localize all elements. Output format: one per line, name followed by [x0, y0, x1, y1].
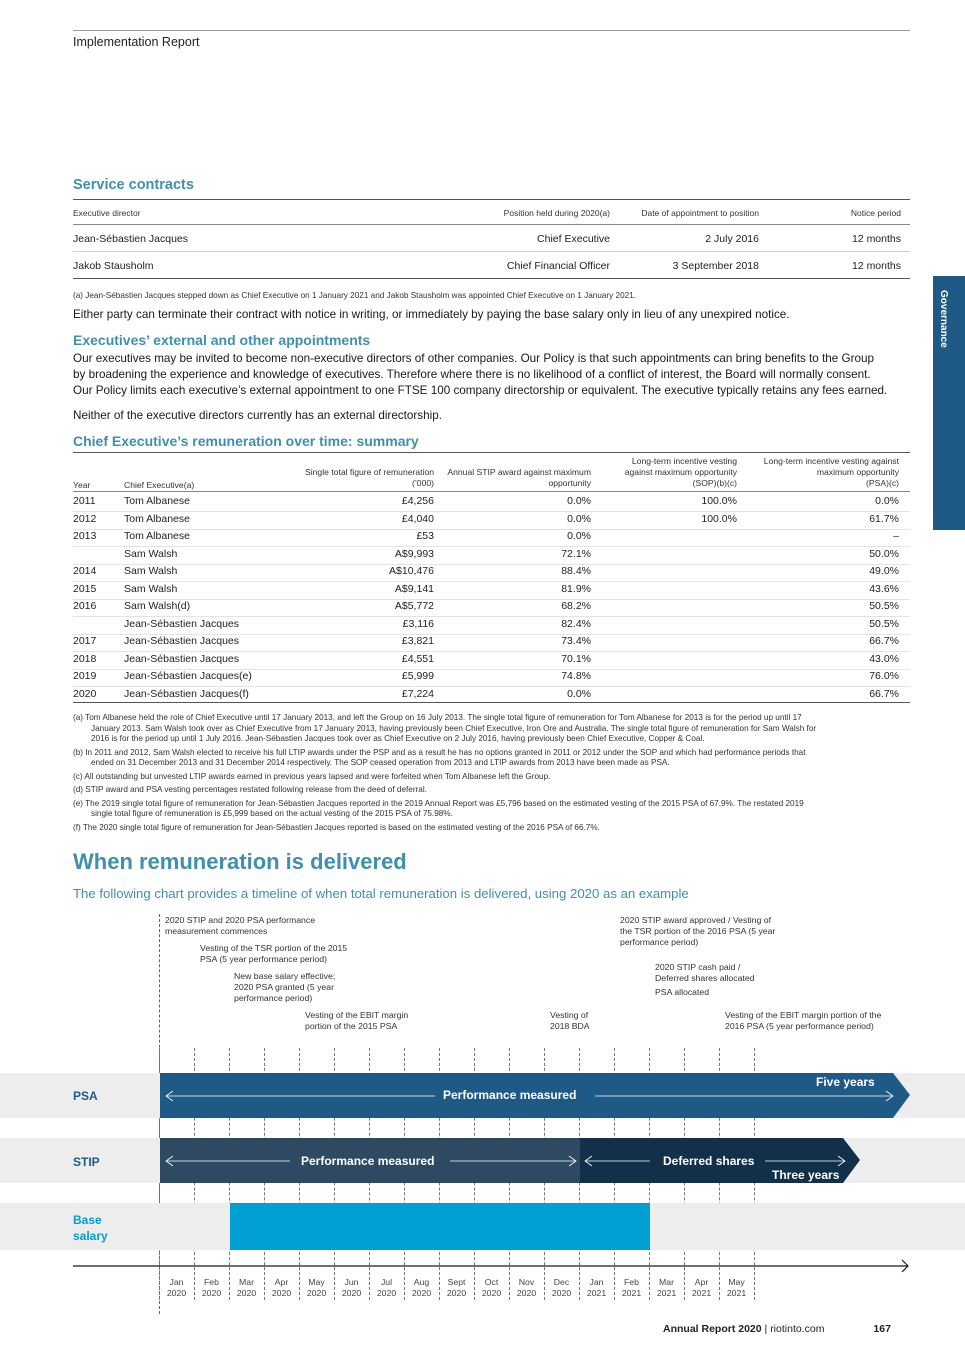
rem-cell-psa: 50.0%: [869, 547, 899, 560]
governance-tab-label: Governance: [938, 290, 949, 348]
service-contracts-title: Service contracts: [73, 177, 194, 193]
psa-bar-label: Performance measured: [443, 1088, 577, 1102]
rem-cell-psa: 43.6%: [869, 582, 899, 595]
rem-cell-stip: 68.2%: [561, 600, 591, 612]
month-year: 2020: [551, 1288, 572, 1298]
col-total-line: (’000): [412, 478, 434, 488]
month-label: [300, 1277, 334, 1299]
base-salary-row-label: [73, 1212, 108, 1244]
table-cell: 3 September 2018: [672, 260, 759, 272]
footnote-a: (a) Jean-Sébastien Jacques stepped down as Chief Executive on 1 January 2021 and Jakob Stausholm was appointed Chief Executive on 1 January 2021.: [73, 291, 637, 300]
rem-row-divider: [73, 686, 910, 687]
footnote-d: (d) STIP award and PSA vesting percentages restated following release from the deed of deferral.: [73, 785, 427, 794]
rem-cell-ce: Tom Albanese: [124, 495, 190, 507]
rem-row-divider: [73, 546, 910, 547]
rem-cell-year: 2014: [73, 565, 97, 577]
month-label: [335, 1277, 369, 1299]
table-cell: 12 months: [851, 260, 901, 272]
external-line-2: by broadening the experience and knowledge of executives. Therefore where there is no likelihood of a conflict of interest, the Board will normally consent.: [73, 368, 871, 381]
rem-cell-total: £3,116: [402, 617, 434, 630]
psa-period-label: Five years: [816, 1075, 875, 1089]
month-label: [230, 1277, 264, 1299]
footnote-e-line: single total figure of remuneration is £5,999 based on the actual vesting of the 2015 PSA of 75.98%.: [91, 809, 453, 818]
footnote-a-line: 2016 is for the period up until 1 July 2016. Jean-Sébastien Jacques took over as Chief Executive on 2 July 2016, having previously been Chief Executive, Copper & Coal.: [91, 734, 705, 743]
month-label: [720, 1277, 754, 1299]
external-line-1: Our executives may be invited to become non-executive directors of other companies. Our Policy is that such appointments can bring benefits to the Group: [73, 352, 875, 365]
col-stip: [447, 467, 591, 489]
rem-cell-sop: 100.0%: [701, 495, 737, 507]
month-year: 2020: [306, 1288, 327, 1298]
col-psa-line: maximum opportunity: [816, 467, 899, 477]
col-sop-line: Long-term incentive vesting: [631, 456, 737, 466]
month-label: [615, 1277, 649, 1299]
rem-cell-stip: 0.0%: [567, 495, 591, 507]
annotation-psa-allocated: PSA allocated: [655, 987, 710, 997]
rem-cell-stip: 88.4%: [561, 565, 591, 577]
table-cell: Jakob Stausholm: [73, 260, 154, 272]
table-cell: Chief Financial Officer: [506, 260, 610, 272]
table-bottom-rule: [73, 278, 910, 279]
annotation-line: Vesting of the EBIT margin portion of the: [725, 1010, 882, 1020]
annotation-stip-psa-commence: [165, 915, 315, 937]
month-name: Mar: [659, 1277, 674, 1287]
table-head-rule: [73, 224, 910, 225]
month-label: [545, 1277, 579, 1299]
month-year: 2021: [586, 1288, 607, 1298]
table-cell: 12 months: [851, 233, 901, 245]
col-sop: [625, 456, 737, 489]
col-stip-line: Annual STIP award against maximum: [447, 467, 591, 477]
page-number: 167: [873, 1323, 891, 1335]
external-paragraph-2: Neither of the executive directors currently has an external directorship.: [73, 409, 442, 422]
annotation-line: PSA (5 year performance period): [200, 954, 327, 964]
stip-period-label: Three years: [772, 1168, 840, 1182]
month-year: 2020: [446, 1288, 467, 1298]
month-label: [440, 1277, 474, 1299]
stip-row-label: STIP: [73, 1155, 100, 1169]
time-axis: [0, 1258, 965, 1274]
rem-cell-ce: Sam Walsh: [124, 582, 178, 595]
rem-cell-ce: Sam Walsh: [124, 565, 178, 577]
footnote-e-line: (e) The 2019 single total figure of remuneration for Jean-Sébastien Jacques reported in the 2019 Annual Report was £5,796 based on the estimated vesting of the 2015 PSA of 67.9%. The restated 2019: [73, 798, 804, 808]
rem-row-divider: [73, 529, 910, 530]
rem-cell-stip: 81.9%: [561, 582, 591, 595]
footnote-b-line: ended on 31 December 2013 and 31 December 2014 respectively. The SOP ceased operation from 2013 and LTIP awards from 2013 have been made as PSA.: [91, 758, 670, 767]
annotation-line: the TSR portion of the 2016 PSA (5 year: [620, 926, 776, 936]
month-label: [160, 1277, 194, 1299]
table-cell: Chief Executive: [537, 233, 610, 245]
rem-cell-stip: 0.0%: [567, 512, 591, 525]
rem-cell-psa: 50.5%: [869, 617, 899, 630]
rem-table-head-rule: [73, 491, 910, 492]
month-year: 2020: [201, 1288, 222, 1298]
rem-cell-total: A$5,772: [394, 600, 434, 612]
rem-cell-ce: Tom Albanese: [124, 530, 190, 542]
footnote-f: (f) The 2020 single total figure of remuneration for Jean-Sébastien Jacques reported is based on the estimated vesting of the 2016 PSA of 66.7%.: [73, 822, 600, 832]
col-position: Position held during 2020(a): [503, 208, 610, 218]
month-label: [510, 1277, 544, 1299]
annotation-line: 2020 STIP and 2020 PSA performance: [165, 915, 316, 925]
psa-row-label: PSA: [73, 1089, 98, 1103]
footnote-c: (c) All outstanding but unvested LTIP awards earned in previous years lapsed and were forfeited when Tom Albanese left the Group.: [73, 771, 551, 781]
month-name: Sept: [447, 1277, 466, 1287]
month-name: Mar: [239, 1277, 254, 1287]
rem-cell-psa: 76.0%: [869, 670, 899, 682]
rem-cell-psa: 66.7%: [869, 635, 899, 647]
month-year: 2020: [166, 1288, 187, 1298]
month-name: Feb: [204, 1277, 219, 1287]
rem-cell-ce: Jean-Sébastien Jacques(e): [124, 670, 252, 682]
col-chief-executive: Chief Executive(a): [124, 480, 195, 490]
month-year: 2020: [271, 1288, 292, 1298]
table-cell: Jean-Sébastien Jacques: [73, 233, 188, 245]
annotation-stip-cash-paid: [655, 962, 754, 984]
rem-cell-stip: 72.1%: [561, 547, 591, 560]
annotation-line: Vesting of the TSR portion of the 2015: [200, 943, 348, 953]
rem-table-bottom-rule: [73, 702, 910, 703]
rem-cell-year: 2016: [73, 600, 97, 612]
rem-cell-total: £4,256: [401, 495, 434, 507]
rem-cell-psa: 0.0%: [875, 495, 899, 507]
base-label-line: salary: [73, 1229, 108, 1243]
rem-cell-stip: 70.1%: [561, 652, 591, 665]
rem-cell-sop: 100.0%: [701, 512, 737, 525]
rem-cell-psa: 66.7%: [869, 687, 899, 700]
annotation-line: Vesting of the EBIT margin: [305, 1010, 409, 1020]
annotation-line: measurement commences: [165, 926, 268, 936]
rem-cell-stip: 73.4%: [561, 635, 591, 647]
annotation-line: performance period): [620, 937, 699, 947]
col-psa-line: (PSA)(c): [866, 478, 899, 488]
month-name: Jan: [169, 1277, 184, 1287]
month-name: Oct: [484, 1277, 499, 1287]
rem-cell-ce: Sam Walsh(d): [124, 600, 191, 612]
rem-cell-stip: 74.8%: [561, 670, 591, 682]
footer-report: Annual Report 2020: [663, 1323, 762, 1335]
month-label: [265, 1277, 299, 1299]
month-label: [370, 1277, 404, 1299]
section-header: Implementation Report: [73, 35, 200, 49]
annotation-line: 2016 PSA (5 year performance period): [725, 1021, 874, 1031]
stip-deferred-label: Deferred shares: [663, 1154, 755, 1168]
month-label: [475, 1277, 509, 1299]
annotation-line: 2020 PSA granted (5 year: [234, 982, 334, 992]
footer: [663, 1323, 891, 1335]
rem-cell-ce: Jean-Sébastien Jacques: [124, 652, 239, 665]
rem-cell-total: £5,999: [401, 670, 434, 682]
rem-cell-total: £7,224: [401, 687, 434, 700]
col-sop-line: against maximum opportunity: [624, 467, 737, 477]
rem-cell-total: A$9,993: [394, 547, 434, 560]
month-year: 2020: [341, 1288, 362, 1298]
month-label: [405, 1277, 439, 1299]
footnote-a-line: January 2013. Sam Walsh took over as Chief Executive from 17 January 2013, having previously been Chief Executive, Iron Ore and Australia. The single total figure of remuneration for Sam Walsh for: [91, 723, 817, 733]
rem-cell-total: £3,821: [401, 635, 434, 647]
table-top-rule: [73, 199, 910, 200]
month-year: 2020: [516, 1288, 537, 1298]
rem-cell-ce: Jean-Sébastien Jacques: [124, 617, 239, 630]
annotation-line: Vesting of: [550, 1010, 589, 1020]
month-year: 2020: [411, 1288, 432, 1298]
rem-cell-total: £53: [416, 530, 434, 542]
annotation-line: New base salary effective;: [234, 971, 336, 981]
rem-cell-total: A$10,476: [389, 565, 434, 577]
month-name: Apr: [274, 1277, 289, 1287]
table-cell: 2 July 2016: [705, 233, 759, 245]
footnote-a-line: (a) Tom Albanese held the role of Chief Executive until 17 January 2013, and left the Group on 16 July 2013. The single total figure of remuneration for Tom Albanese for 2013 is for the period up until 17: [73, 713, 802, 722]
annotation-bda-2018: [550, 1010, 590, 1032]
footer-site[interactable]: riotinto.com: [770, 1323, 825, 1335]
rem-cell-total: A$9,141: [394, 582, 434, 595]
stip-bar-label: Performance measured: [301, 1154, 435, 1168]
col-executive-director: Executive director: [73, 208, 141, 218]
col-psa: [764, 456, 899, 489]
rem-cell-stip: 0.0%: [567, 530, 591, 542]
rem-cell-stip: 82.4%: [561, 617, 591, 630]
month-name: Nov: [518, 1277, 535, 1287]
rem-table-top-rule: [73, 452, 910, 453]
col-sop-line: (SOP)(b)(c): [692, 478, 737, 488]
rem-cell-total: £4,551: [401, 652, 434, 665]
col-date-appointment: Date of appointment to position: [641, 208, 759, 218]
month-year: 2020: [376, 1288, 397, 1298]
annotation-base-salary: [234, 971, 335, 1004]
rem-cell-psa: 50.5%: [869, 600, 899, 612]
rem-cell-ce: Jean-Sébastien Jacques: [124, 635, 239, 647]
month-name: Aug: [413, 1277, 430, 1287]
col-year: Year: [73, 480, 91, 490]
month-name: May: [308, 1277, 325, 1287]
base-label-line: Base: [73, 1213, 102, 1227]
month-name: Jun: [344, 1277, 359, 1287]
rem-cell-year: 2017: [73, 635, 97, 647]
footer-separator: |: [764, 1323, 768, 1335]
col-notice-period: Notice period: [850, 208, 901, 218]
month-name: Apr: [694, 1277, 709, 1287]
timeline-subtitle: The following chart provides a timeline of when total remuneration is delivered, using 2020 as an example: [73, 886, 689, 901]
rem-cell-total: £4,040: [401, 512, 434, 525]
external-appointments-title: Executives’ external and other appointments: [73, 332, 371, 348]
annotation-line: performance period): [234, 993, 313, 1003]
header-rule: [73, 30, 910, 31]
rem-cell-psa: 43.0%: [869, 652, 899, 665]
col-total-line: Single total figure of remuneration: [305, 467, 434, 477]
annotation-ebit-2015: [305, 1010, 408, 1032]
month-year: 2021: [726, 1288, 747, 1298]
rem-row-divider: [73, 581, 910, 582]
rem-cell-year: 2015: [73, 582, 97, 595]
rem-cell-ce: Jean-Sébastien Jacques(f): [124, 687, 249, 700]
annotation-ebit-2016: [725, 1010, 881, 1032]
col-stip-line: opportunity: [548, 478, 591, 488]
rem-row-divider: [73, 599, 910, 600]
annotation-line: Deferred shares allocated: [655, 973, 755, 983]
annotation-line: 2020 STIP cash paid /: [655, 962, 741, 972]
notice-paragraph: Either party can terminate their contract with notice in writing, or immediately by paying the base salary only in lieu of any unexpired notice.: [73, 308, 790, 321]
remuneration-footnotes: [73, 713, 913, 833]
rem-cell-ce: Sam Walsh: [124, 547, 178, 560]
month-year: 2021: [656, 1288, 677, 1298]
governance-tab[interactable]: [933, 276, 965, 530]
annotation-tsr-2015: [200, 943, 347, 965]
timeline-title: When remuneration is delivered: [73, 849, 407, 874]
col-psa-line: Long-term incentive vesting against: [763, 456, 899, 466]
month-year: 2021: [621, 1288, 642, 1298]
annotation-line: 2020 STIP award approved / Vesting of: [620, 915, 772, 925]
rem-cell-year: 2018: [73, 652, 97, 665]
month-name: Feb: [624, 1277, 639, 1287]
rem-cell-year: 2012: [73, 512, 97, 525]
base-salary-bar: [230, 1203, 650, 1250]
footnote-b-line: (b) In 2011 and 2012, Sam Walsh elected to receive his full LTIP awards under the PSP and as a result he has no options granted in 2011 or 2012 under the SOP and which had performance periods that: [73, 747, 806, 757]
month-label: [685, 1277, 719, 1299]
rem-cell-psa: 49.0%: [869, 565, 899, 577]
rem-row-divider: [73, 634, 910, 635]
rem-cell-year: 2019: [73, 670, 97, 682]
rem-row-divider: [73, 669, 910, 670]
month-label: [650, 1277, 684, 1299]
rem-cell-stip: 0.0%: [567, 687, 591, 700]
rem-cell-year: 2013: [73, 530, 97, 542]
rem-row-divider: [73, 651, 910, 652]
col-total: [305, 467, 434, 489]
month-name: Jul: [380, 1277, 393, 1287]
month-label: [580, 1277, 614, 1299]
rem-cell-psa: 61.7%: [869, 512, 899, 525]
rem-cell-psa: –: [893, 530, 899, 542]
rem-row-divider: [73, 511, 910, 512]
rem-cell-year: 2011: [73, 495, 96, 507]
month-year: 2020: [236, 1288, 257, 1298]
rem-cell-year: 2020: [73, 687, 97, 700]
month-name: May: [728, 1277, 745, 1287]
annotation-line: portion of the 2015 PSA: [305, 1021, 398, 1031]
annotation-line: 2018 BDA: [550, 1021, 590, 1031]
rem-row-divider: [73, 564, 910, 565]
month-year: 2021: [691, 1288, 712, 1298]
month-name: Dec: [553, 1277, 570, 1287]
month-label: [195, 1277, 229, 1299]
row-divider: [73, 251, 910, 252]
remuneration-title: Chief Executive’s remuneration over time: summary: [73, 433, 419, 449]
external-line-3: Our Policy limits each executive’s external appointment to one FTSE 100 company directorship or equivalent. The executive typically retains any fees earned.: [73, 384, 888, 397]
rem-row-divider: [73, 616, 910, 617]
annotation-stip-approved: [620, 915, 775, 948]
month-year: 2020: [481, 1288, 502, 1298]
month-name: Jan: [589, 1277, 604, 1287]
rem-cell-ce: Tom Albanese: [124, 512, 190, 525]
